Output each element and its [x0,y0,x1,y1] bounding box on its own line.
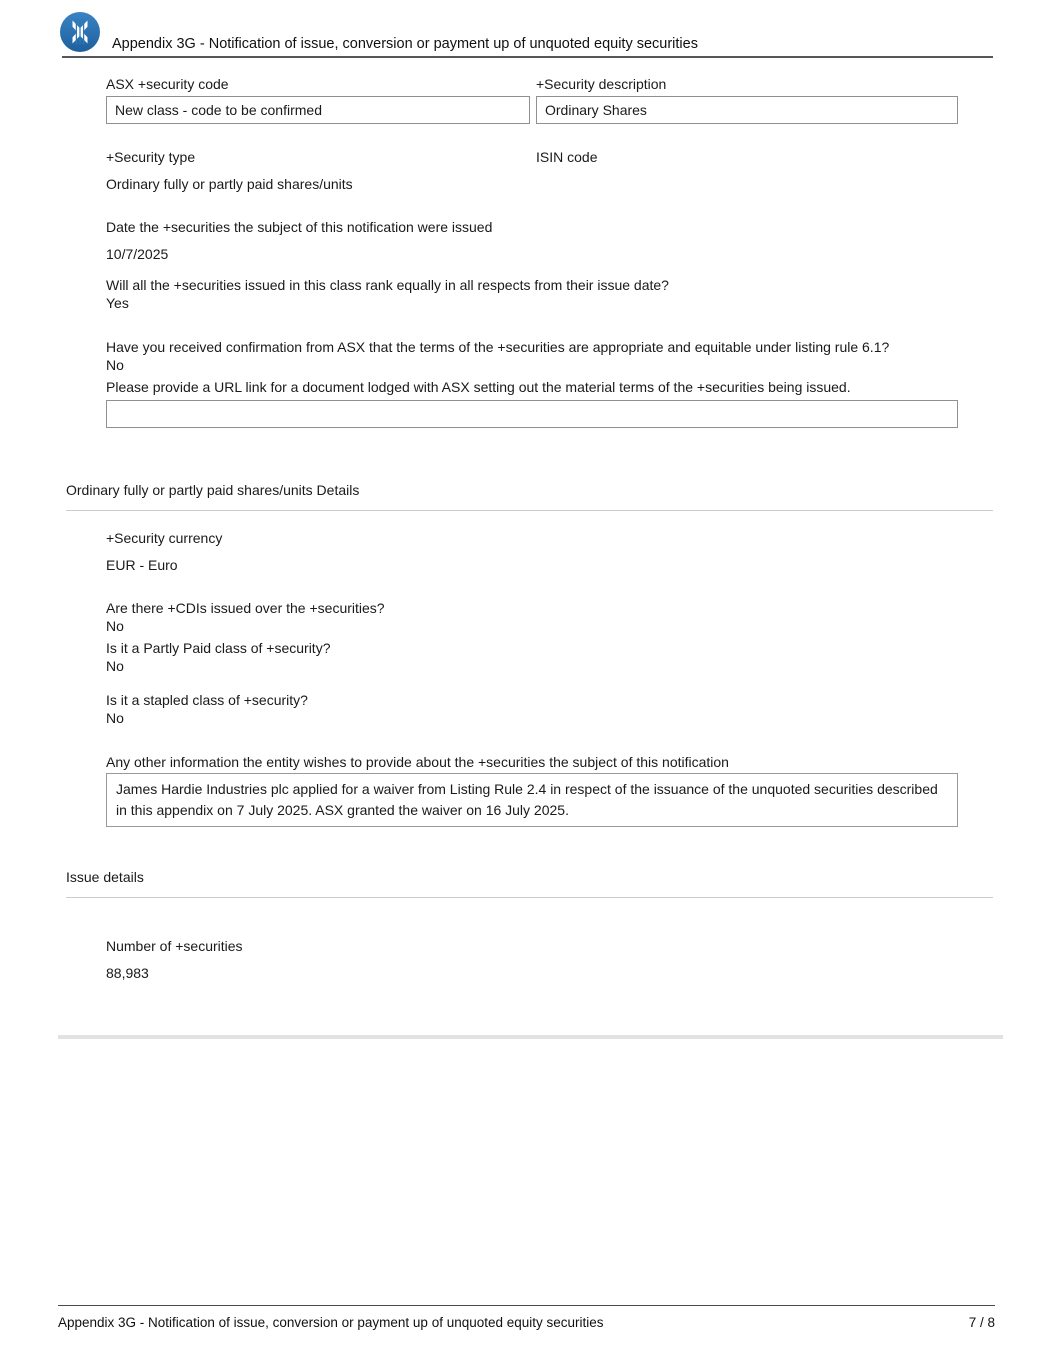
footer-title: Appendix 3G - Notification of issue, conversion or payment up of unquoted equity securities [58,1315,604,1330]
security-description-input[interactable] [536,96,958,124]
details-section [106,529,958,827]
isin-code-label: ISIN code [536,149,598,165]
other-info-label: Any other information the entity wishes to provide about the +securities the subject of this notification [106,754,729,770]
asx-security-code-input[interactable] [106,96,530,124]
asx-confirmation-answer: No [106,357,124,373]
rank-equally-question: Will all the +securities issued in this class rank equally in all respects from their issue date? [106,277,669,293]
number-of-securities-label: Number of +securities [106,938,243,954]
other-info-textarea[interactable]: James Hardie Industries plc applied for a waiver from Listing Rule 2.4 in respect of the issuance of the unquoted securities described in this appendix on 7 July 2025. ASX granted the waiver on 16 July 2025. [106,773,958,827]
url-link-prompt: Please provide a URL link for a document lodged with ASX setting out the material terms of the +securities being issued. [106,379,851,395]
cdis-group [106,599,958,635]
securities-section [106,75,958,428]
stapled-group [106,691,958,727]
rank-equally-group [106,276,958,312]
page-header [0,0,1055,58]
page-footer [58,1305,995,1331]
date-issued-label: Date the +securities the subject of this notification were issued [106,219,493,235]
partly-paid-answer: No [106,658,124,674]
header-rule [62,56,993,58]
partly-paid-group [106,639,958,675]
security-type-label: +Security type [106,149,196,165]
asx-confirmation-group [106,338,958,374]
page-number: 7 / 8 [968,1315,995,1330]
asx-security-code-label: ASX +security code [106,76,229,92]
cdis-answer: No [106,618,124,634]
security-currency-label: +Security currency [106,530,223,546]
security-type-value: Ordinary fully or partly paid shares/units [106,176,353,192]
date-issued-value: 10/7/2025 [106,246,169,262]
document-title: Appendix 3G - Notification of issue, conversion or payment up of unquoted equity securities [112,36,698,52]
security-description-label: +Security description [536,76,667,92]
number-of-securities-value: 88,983 [106,965,149,981]
stapled-question: Is it a stapled class of +security? [106,692,308,708]
partly-paid-question: Is it a Partly Paid class of +security? [106,640,331,656]
issue-section [106,937,958,982]
url-link-input[interactable] [106,400,958,428]
stapled-answer: No [106,710,124,726]
asx-logo-icon [60,12,100,52]
rank-equally-answer: Yes [106,295,129,311]
section-end-rule [58,1035,1003,1039]
cdis-question: Are there +CDIs issued over the +securities? [106,600,385,616]
asx-confirmation-question: Have you received confirmation from ASX that the terms of the +securities are appropriate and equitable under listing rule 6.1? [106,339,890,355]
issue-section-heading: Issue details [66,868,993,898]
details-section-heading: Ordinary fully or partly paid shares/units Details [66,481,993,511]
security-currency-value: EUR - Euro [106,557,178,573]
